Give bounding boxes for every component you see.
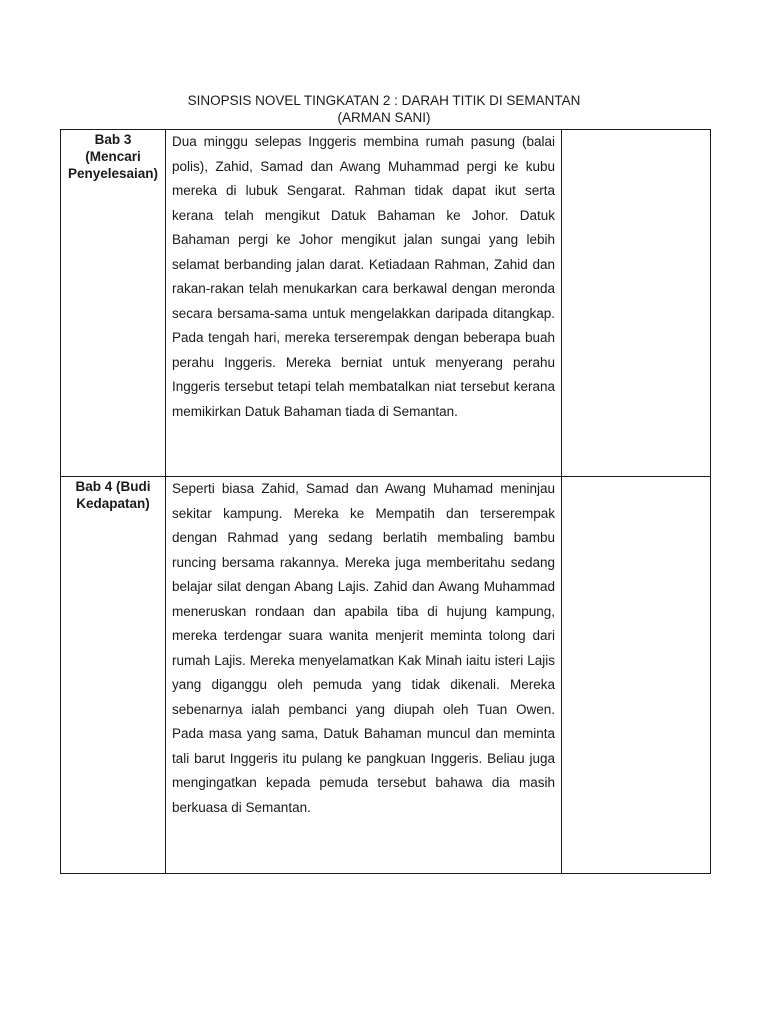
synopsis-text: Dua minggu selepas Inggeris membina rumah pasung (balai polis), Zahid, Samad dan Awang Muhammad pergi ke kubu mereka di lubuk Sengarat. Rahman tidak dapat ikut serta kerana telah mengikut Datuk Bahaman ke Johor. Datuk Bahaman pergi ke Johor mengikut jalan sungai yang lebih selamat berbanding jalan darat. Ketiadaan Rahman, Zahid dan rakan-rakan telah menukarkan cara berkawal dengan meronda secara bersama-sama untuk mengelakkan daripada ditangkap. Pada tengah hari, mereka terserempak dengan beberapa buah perahu Inggeris. Mereka berniat untuk menyerang perahu Inggeris tersebut tetapi telah membatalkan niat tersebut kerana memikirkan Datuk Bahaman tiada di Semantan. (172, 134, 555, 419)
chapter-cell (61, 477, 166, 874)
notes-cell (562, 477, 711, 874)
chapter-label-line: (Mencari (85, 149, 141, 164)
title-line-1: SINOPSIS NOVEL TINGKATAN 2 : DARAH TITIK DI SEMANTAN (187, 93, 581, 108)
chapter-label-line: Kedapatan) (76, 496, 150, 511)
chapter-label-line: Bab 4 (Budi (75, 479, 151, 494)
synopsis-cell (166, 477, 562, 874)
table-row (61, 477, 711, 874)
synopsis-text: Seperti biasa Zahid, Samad dan Awang Muhamad meninjau sekitar kampung. Mereka ke Mempatih dan terserempak dengan Rahmad yang sedang berlatih membaling bambu runcing bersama rakannya. Mereka juga memberitahu sedang belajar silat dengan Abang Lajis. Zahid dan Awang Muhammad meneruskan rondaan dan apabila tiba di hujung kampung, mereka terdengar suara wanita menjerit meminta tolong dari rumah Lajis. Mereka menyelamatkan Kak Minah iaitu isteri Lajis yang diganggu oleh pemuda yang tidak dikenali. Mereka sebenarnya ialah pembanci yang diupah oleh Tuan Owen. Pada masa yang sama, Datuk Bahaman muncul dan meminta tali barut Inggeris itu pulang ke pangkuan Inggeris. Beliau juga mengingatkan kepada pemuda tersebut bahawa dia masih berkuasa di Semantan. (172, 481, 555, 815)
table-row (61, 130, 711, 477)
chapter-label-line: Penyelesaian) (67, 166, 159, 181)
chapter-cell (61, 130, 166, 477)
notes-cell (562, 130, 711, 477)
synopsis-table (60, 129, 711, 874)
chapter-label-line: Bab 3 (94, 132, 132, 147)
synopsis-cell (166, 130, 562, 477)
title-line-2: (ARMAN SANI) (337, 110, 431, 125)
document-title (0, 92, 768, 126)
